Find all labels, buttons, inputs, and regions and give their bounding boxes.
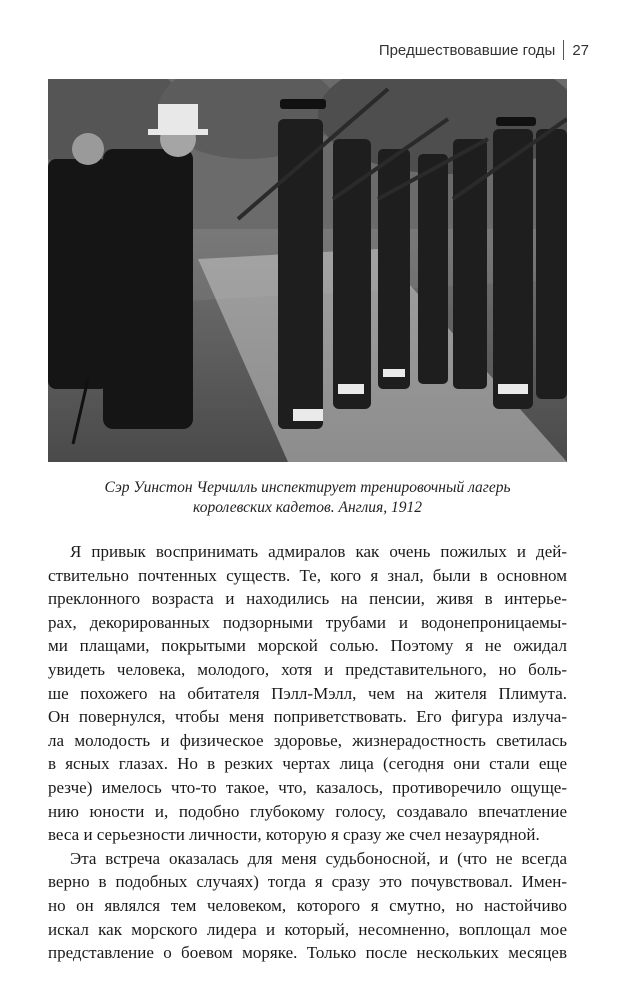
text-line: Эта встреча оказалась для меня судьбоносной, и (что не всегда (70, 848, 567, 868)
historical-photo (48, 79, 567, 462)
page-number: 27 (572, 41, 589, 59)
photo-illustration (48, 79, 567, 462)
text-line: преклонного возраста и находились на пенсии, живя в интерье- (48, 589, 567, 609)
text-line: Я привык воспринимать адмиралов как очень пожилых и дей- (70, 542, 567, 561)
text-line: ла молодость и физическое здоровье, жизнерадостность светилась (48, 730, 567, 750)
text-line: резче) имелось что-то такое, что, казалось, противоречило ощуще- (48, 777, 567, 797)
caption-line: королевских кадетов. Англия, 1912 (193, 499, 422, 516)
running-header (379, 40, 589, 60)
text-line: искал как морского лидера и который, несомненно, воплощал мое (48, 919, 567, 939)
text-line: ствительно почтенных существ. Те, кого я знал, были в основном (48, 565, 567, 585)
text-line: ше похожего на обитателя Пэлл-Мэлл, чем на жителя Плимута. (48, 683, 567, 703)
text-line: в ясных глазах. Но в резких чертах лица (сегодня они стали еще (48, 754, 567, 774)
section-title: Предшествовавшие годы (378, 41, 556, 59)
photo-caption (48, 478, 567, 518)
header-divider (563, 40, 564, 60)
text-line: увидеть человека, молодого, хотя и представительного, но боль- (48, 659, 567, 679)
text-line: но он являлся тем человеком, которого я смутно, но настойчиво (48, 895, 567, 915)
text-line: представление о боевом моряке. Только после нескольких месяцев (48, 943, 567, 963)
text-line: нию юности и, подобно глубокому голосу, создавало впечатление (48, 801, 567, 821)
text-line: рах, декорированных подзорными трубами и водонепроницаемы- (48, 612, 567, 632)
text-line: Он повернулся, чтобы меня поприветствовать. Его фигура излуча- (48, 707, 567, 727)
body-text (48, 540, 567, 965)
text-line: верно в подобных случаях) тогда я сразу это почувствовал. Имен- (48, 872, 567, 892)
text-line: веса и серьезности личности, которую я сразу же счел незаурядной. (48, 825, 540, 845)
text-line: ми плащами, покрытыми морской солью. Поэтому я не ожидал (48, 636, 567, 656)
caption-line: Сэр Уинстон Черчилль инспектирует тренировочный лагерь (104, 479, 511, 496)
